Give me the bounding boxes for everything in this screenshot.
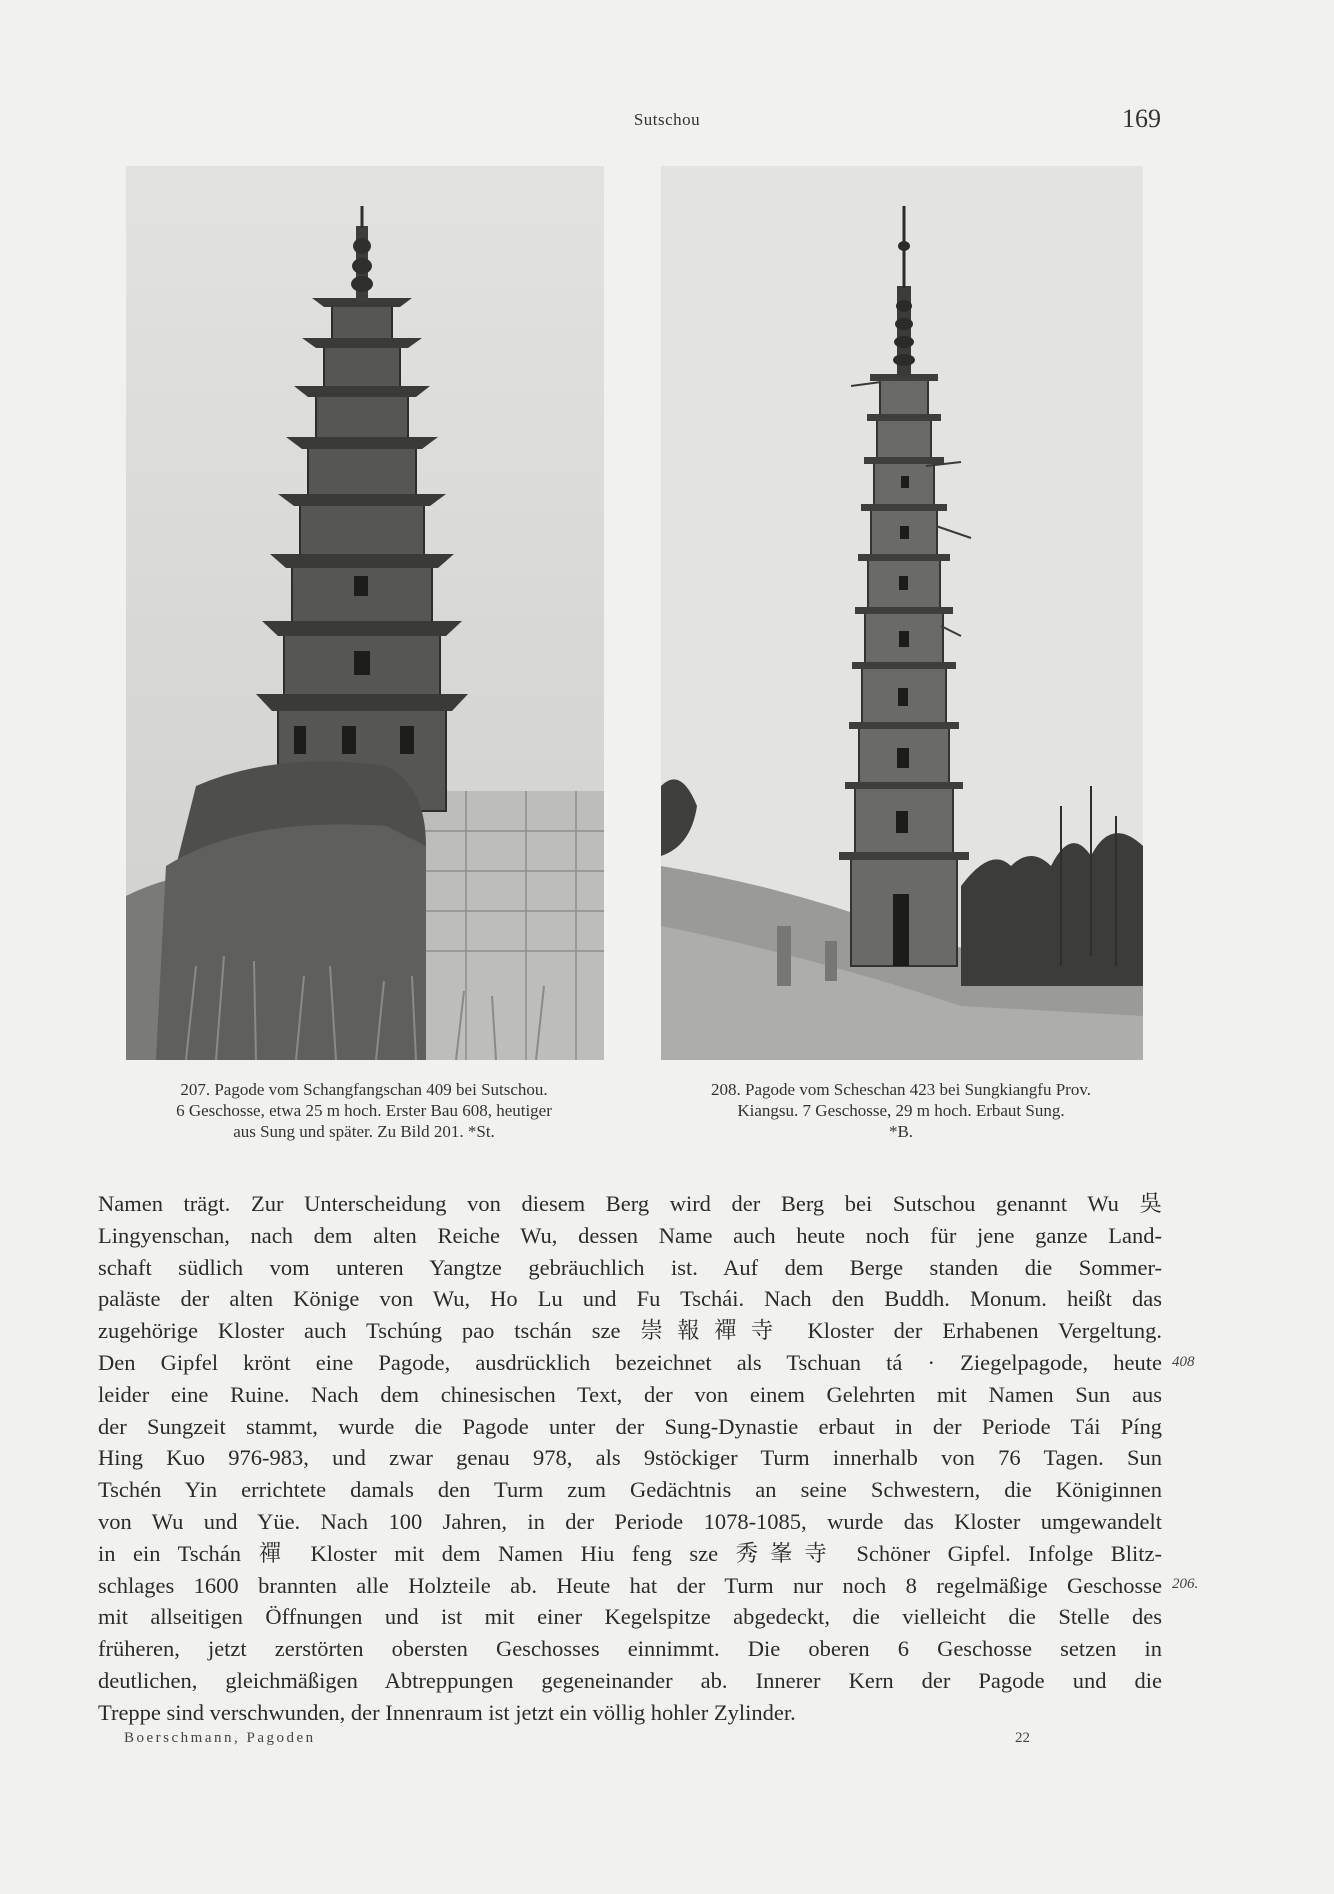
margin-note-408: 408	[1172, 1354, 1195, 1370]
body-line: Lingyenschan, nach dem alten Reiche Wu, dessen Name auch heute noch für jene ganze Land-	[98, 1222, 1162, 1248]
caption-line: Kiangsu. 7 Geschosse, 29 m hoch. Erbaut Sung.	[737, 1101, 1065, 1120]
body-line: Treppe sind verschwunden, der Innenraum ist jetzt ein völlig hohler Zylinder.	[98, 1699, 796, 1725]
caption-line: 208. Pagode vom Scheschan 423 bei Sungkiangfu Prov.	[711, 1080, 1091, 1099]
footer-author: Boerschmann, Pagoden	[124, 1730, 316, 1746]
caption-line: 6 Geschosse, etwa 25 m hoch. Erster Bau 608, heutiger	[176, 1101, 552, 1120]
body-line: deutlichen, gleichmäßigen Abtreppungen gegeneinander ab. Innerer Kern der Pagode und die	[98, 1667, 1162, 1693]
body-line: Namen trägt. Zur Unterscheidung von diesem Berg wird der Berg bei Sutschou genannt Wu 吳	[98, 1191, 1162, 1216]
body-line: früheren, jetzt zerstörten obersten Geschosses einnimmt. Die oberen 6 Geschosse setzen in	[98, 1636, 1162, 1662]
body-line: leider eine Ruine. Nach dem chinesischen Text, der von einem Gelehrten mit Namen Sun aus	[98, 1381, 1162, 1407]
pagoda-photo-207	[126, 166, 604, 1060]
body-line: der Sungzeit stammt, wurde die Pagode unter der Sung-Dynastie erbaut in der Periode Tái Píng	[98, 1413, 1162, 1439]
running-title: Sutschou	[633, 110, 701, 129]
body-line: Hing Kuo 976-983, und zwar genau 978, als 9stöckiger Turm innerhalb von 76 Tagen. Sun	[98, 1445, 1162, 1471]
pagoda-photo-208	[661, 166, 1143, 1060]
page-number: 169	[1122, 104, 1161, 133]
figure-caption-208	[655, 1079, 1147, 1142]
body-line: schlages 1600 brannten alle Holzteile ab. Heute hat der Turm nur noch 8 regelmäßige Geschosse	[98, 1572, 1162, 1598]
figure-caption-207	[118, 1079, 610, 1142]
signature-mark: 22	[1015, 1730, 1030, 1746]
body-line: in ein Tschán 禪 Kloster mit dem Namen Hiu feng sze 秀峯寺 Schöner Gipfel. Infolge Blitz-	[98, 1540, 1162, 1566]
margin-note-206: 206.	[1172, 1576, 1199, 1592]
caption-line: aus Sung und später. Zu Bild 201. *St.	[233, 1122, 495, 1141]
caption-line: 207. Pagode vom Schangfangschan 409 bei Sutschou.	[180, 1080, 548, 1099]
body-line: paläste der alten Könige von Wu, Ho Lu und Fu Tschái. Nach den Buddh. Monum. heißt das	[98, 1286, 1162, 1312]
body-line: schaft südlich vom unteren Yangtze gebräuchlich ist. Auf dem Berge standen die Sommer-	[98, 1254, 1162, 1280]
body-line: Tschén Yin errichtete damals den Turm zum Gedächtnis an seine Schwestern, die Königinnen	[98, 1477, 1162, 1503]
body-line: mit allseitigen Öffnungen und ist mit einer Kegelspitze abgedeckt, die vielleicht die Stelle des	[98, 1604, 1162, 1630]
body-text	[98, 1188, 1162, 1729]
body-line: zugehörige Kloster auch Tschúng pao tschán sze 崇報禪寺 Kloster der Erhabenen Vergeltung.	[98, 1318, 1162, 1344]
body-line: von Wu und Yüe. Nach 100 Jahren, in der Periode 1078-1085, wurde das Kloster umgewandelt	[98, 1508, 1162, 1534]
body-line: Den Gipfel krönt eine Pagode, ausdrücklich bezeichnet als Tschuan tá · Ziegelpagode, heute	[98, 1349, 1162, 1375]
caption-line: *B.	[888, 1122, 914, 1141]
